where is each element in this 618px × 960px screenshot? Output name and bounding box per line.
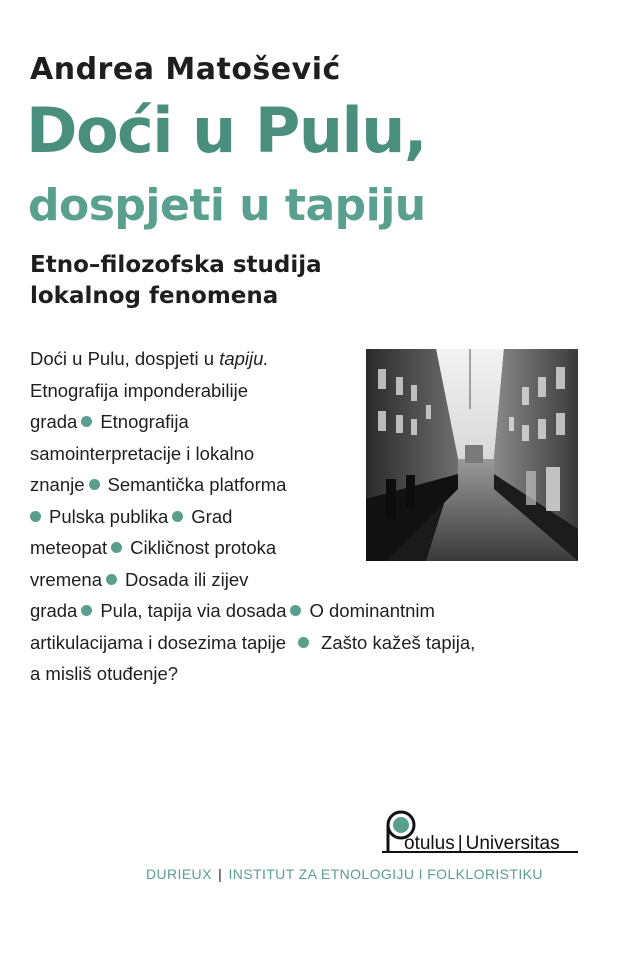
contents-text: Pulska publika <box>49 505 169 527</box>
bullet-dot-icon <box>81 416 92 427</box>
footer-separator: | <box>218 866 223 882</box>
bullet-dot-icon <box>89 479 100 490</box>
footer-publishers <box>146 866 543 882</box>
footer-publisher-2: INSTITUT ZA ETNOLOGIJU I FOLKLORISTIKU <box>228 866 543 882</box>
footer-publisher-1: DURIEUX <box>146 866 212 882</box>
contents-text: Pula, tapija via dosada <box>100 600 287 621</box>
contents-text: Cikličnost protoka <box>130 537 277 558</box>
contents-text: meteopat <box>30 537 108 558</box>
contents-text: vremena <box>30 568 102 590</box>
contents-text: Zašto kažeš tapija, <box>321 631 476 653</box>
subtitle <box>30 250 450 312</box>
contents-text: znanje <box>30 474 85 495</box>
subtitle-line-2: lokalnog fenomena <box>30 283 279 309</box>
contents-text: Dosada ili zijev <box>124 568 249 590</box>
contents-text: Doći u Pulu, dospjeti u <box>30 348 220 369</box>
contents-text: samointerpretacije i lokalno <box>30 442 255 464</box>
bullet-dot-icon <box>298 637 309 648</box>
bullet-dot-icon <box>172 511 183 522</box>
title-line-1: Doći u Pulu, <box>26 94 426 167</box>
contents-line <box>30 564 590 596</box>
contents-text: Etnografija <box>100 411 189 432</box>
contents-text: artikulacijama i dosezima tapije <box>30 631 287 653</box>
contents-text-italic: tapiju. <box>219 348 269 369</box>
contents-text: Etnografija imponderabilije <box>30 379 249 401</box>
street-photo <box>366 349 578 561</box>
contents-line <box>30 627 590 659</box>
publisher-logo-text <box>404 833 560 855</box>
bullet-dot-icon <box>81 605 92 616</box>
publisher-name-a: otulus <box>404 833 455 854</box>
contents-text: grada <box>30 411 78 432</box>
contents-text: O dominantnim <box>309 600 435 621</box>
contents-text: Grad <box>191 505 233 527</box>
author-name: Andrea Matošević <box>30 52 341 87</box>
title-line-2: dospjeti u tapiju <box>28 180 426 231</box>
bullet-dot-icon <box>290 605 301 616</box>
bullet-dot-icon <box>111 542 122 553</box>
bullet-dot-icon <box>30 511 41 522</box>
contents-text: grada <box>30 600 78 621</box>
bullet-dot-icon <box>106 574 117 585</box>
logo-separator: | <box>457 833 463 854</box>
publisher-name-b: Universitas <box>465 833 560 854</box>
contents-line <box>30 658 590 690</box>
subtitle-line-1: Etno–filozofska studija <box>30 252 322 278</box>
contents-line <box>30 595 590 627</box>
contents-text: a misliš otuđenje? <box>30 663 179 684</box>
contents-text: Semantička platforma <box>107 474 287 495</box>
street-photo-icon <box>366 349 578 561</box>
